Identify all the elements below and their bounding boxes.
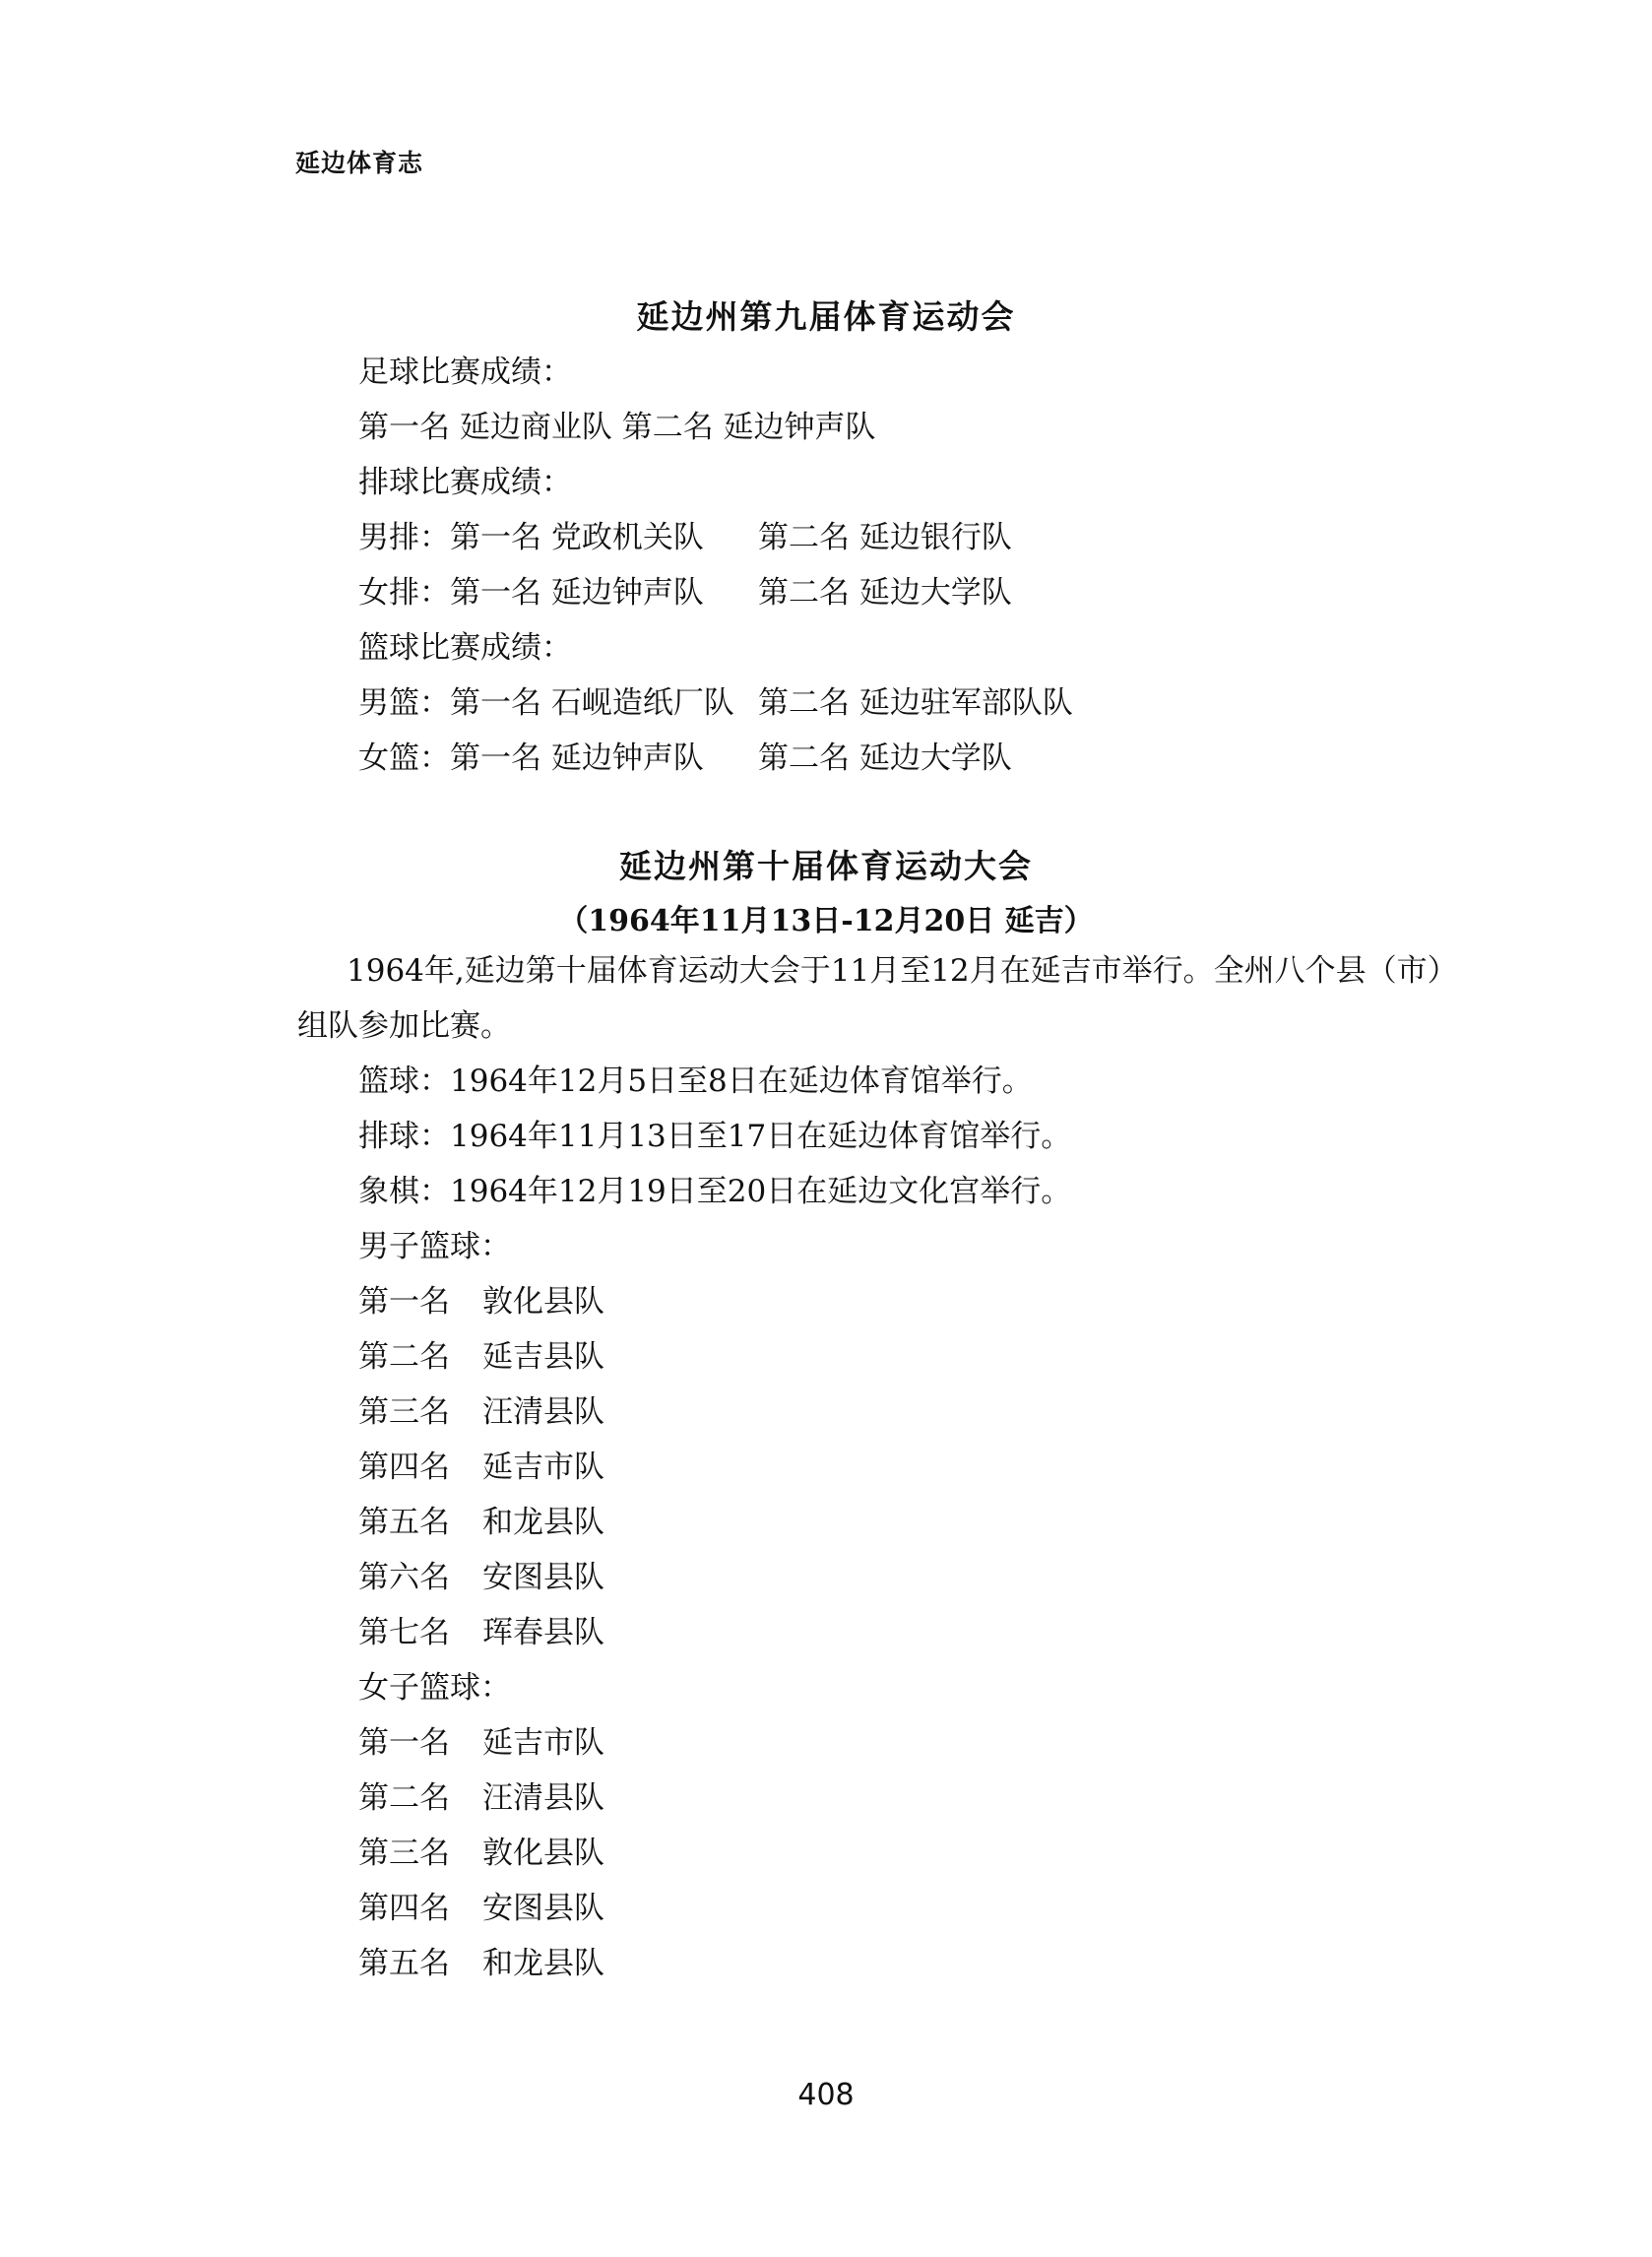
football-result: 第一名 延边商业队 第二名 延边钟声队 (358, 410, 876, 445)
volleyball-heading: 排球比赛成绩： (358, 465, 572, 500)
ranking-row (358, 1337, 1441, 1377)
venue-chess: 象棋：1964年12月19日至20日在延边文化宫举行。 (358, 1174, 1072, 1209)
ranking-row (358, 1282, 1441, 1322)
basketball-men-first: 男篮：第一名 石岘造纸厂队 (358, 685, 734, 721)
volleyball-men-second: 第二名 延边银行队 (758, 520, 1012, 555)
team-name: 和龙县队 (482, 1946, 604, 1981)
team-name: 延吉县队 (482, 1339, 604, 1375)
women-basketball-heading: 女子篮球： (358, 1670, 511, 1706)
running-head: 延边体育志 (295, 149, 424, 177)
ninth-games-title: 延边州第九届体育运动会 (636, 297, 1016, 336)
team-name: 敦化县队 (482, 1284, 604, 1320)
team-name: 安图县队 (482, 1560, 604, 1595)
tenth-games-title: 延边州第十届体育运动大会 (619, 847, 1033, 885)
ranking-row (358, 1834, 1441, 1873)
team-name: 和龙县队 (482, 1505, 604, 1540)
team-name: 延吉市队 (482, 1450, 604, 1485)
volleyball-women-first: 女排：第一名 延边钟声队 (358, 575, 704, 611)
football-heading: 足球比赛成绩： (358, 355, 572, 390)
venue-basketball: 篮球：1964年12月5日至8日在延边体育馆举行。 (358, 1064, 1033, 1099)
rank-label: 第一名 (358, 1284, 450, 1320)
ranking-row (358, 1503, 1441, 1542)
ranking-row (358, 1558, 1441, 1597)
men-basketball-heading: 男子篮球： (358, 1229, 511, 1264)
ranking-row (358, 1392, 1441, 1432)
ranking-row (358, 1723, 1441, 1763)
venue-volleyball: 排球：1964年11月13日至17日在延边体育馆举行。 (358, 1119, 1072, 1154)
rank-label: 第二名 (358, 1780, 450, 1816)
ranking-row (358, 1613, 1441, 1652)
rank-label: 第一名 (358, 1725, 450, 1761)
rank-label: 第二名 (358, 1339, 450, 1375)
rank-label: 第四名 (358, 1891, 450, 1926)
rank-label: 第五名 (358, 1946, 450, 1981)
tenth-intro-line-2: 组队参加比赛。 (297, 1008, 511, 1044)
basketball-women-row (358, 739, 1441, 778)
team-name: 汪清县队 (482, 1780, 604, 1816)
basketball-men-second: 第二名 延边驻军部队队 (758, 685, 1073, 721)
rank-label: 第三名 (358, 1836, 450, 1871)
tenth-intro-line-1: 1964年,延边第十届体育运动大会于11月至12月在延吉市举行。全州八个县（市） (347, 953, 1458, 989)
volleyball-men-first: 男排：第一名 党政机关队 (358, 520, 704, 555)
rank-label: 第七名 (358, 1615, 450, 1650)
team-name: 汪清县队 (482, 1394, 604, 1430)
tenth-games-subtitle: （1964年11月13日-12月20日 延吉） (558, 904, 1094, 938)
basketball-men-row (358, 683, 1441, 723)
team-name: 安图县队 (482, 1891, 604, 1926)
page-number: 408 (797, 2078, 855, 2112)
basketball-women-first: 女篮：第一名 延边钟声队 (358, 741, 704, 776)
team-name: 延吉市队 (482, 1725, 604, 1761)
volleyball-women-second: 第二名 延边大学队 (758, 575, 1012, 611)
ranking-row (358, 1944, 1441, 1983)
ranking-row (358, 1778, 1441, 1818)
volleyball-women-row (358, 573, 1441, 613)
rank-label: 第六名 (358, 1560, 450, 1595)
basketball-heading: 篮球比赛成绩： (358, 630, 572, 666)
team-name: 珲春县队 (482, 1615, 604, 1650)
rank-label: 第三名 (358, 1394, 450, 1430)
ranking-row (358, 1889, 1441, 1928)
basketball-women-second: 第二名 延边大学队 (758, 741, 1012, 776)
volleyball-men-row (358, 518, 1441, 557)
rank-label: 第四名 (358, 1450, 450, 1485)
ranking-row (358, 1448, 1441, 1487)
team-name: 敦化县队 (482, 1836, 604, 1871)
rank-label: 第五名 (358, 1505, 450, 1540)
